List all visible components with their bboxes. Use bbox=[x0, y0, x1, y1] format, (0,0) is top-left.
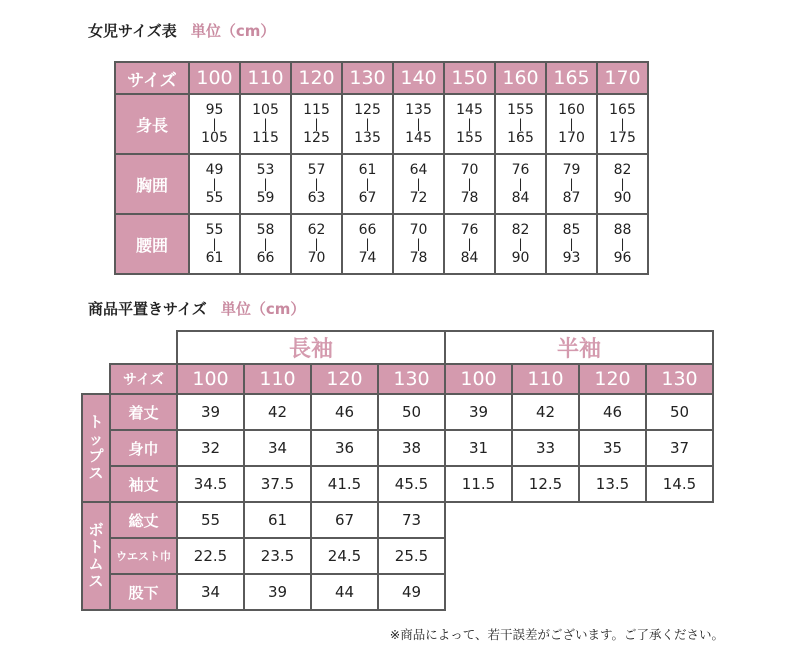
value-cell: 32 bbox=[177, 430, 244, 466]
range-to: 135 bbox=[354, 130, 381, 146]
range-separator: | bbox=[569, 177, 574, 191]
table-row bbox=[115, 94, 648, 154]
range-separator: | bbox=[314, 117, 319, 131]
range-to: 155 bbox=[456, 130, 483, 146]
range-separator: | bbox=[416, 237, 421, 251]
size-header-110: 110 bbox=[512, 364, 579, 394]
size-header-row bbox=[82, 364, 713, 394]
size-header-170: 170 bbox=[597, 62, 648, 94]
size-header-120: 120 bbox=[311, 364, 378, 394]
value-cell: 37 bbox=[646, 430, 713, 466]
range-from: 165 bbox=[609, 102, 636, 118]
range-cell bbox=[495, 214, 546, 274]
value-cell: 44 bbox=[311, 574, 378, 610]
range-separator: | bbox=[467, 237, 472, 251]
range-to: 87 bbox=[562, 190, 581, 206]
bottoms-label-char: ム bbox=[88, 555, 104, 573]
range-from: 57 bbox=[307, 162, 326, 178]
range-from: 62 bbox=[307, 222, 326, 238]
row-label: ウエスト巾 bbox=[110, 538, 177, 574]
range-to: 96 bbox=[613, 250, 632, 266]
range-cell bbox=[444, 94, 495, 154]
row-label: 身長 bbox=[115, 94, 189, 154]
size-header-140: 140 bbox=[393, 62, 444, 94]
range-to: 105 bbox=[201, 130, 228, 146]
row-label: 腰囲 bbox=[115, 214, 189, 274]
size-header-label: サイズ bbox=[110, 364, 177, 394]
empty-area bbox=[445, 538, 713, 574]
value-cell: 34 bbox=[177, 574, 244, 610]
bottoms-label-char: ス bbox=[88, 572, 104, 590]
range-separator: | bbox=[263, 177, 268, 191]
range-cell bbox=[189, 154, 240, 214]
table-row bbox=[115, 154, 648, 214]
value-cell: 34.5 bbox=[177, 466, 244, 502]
range-to: 175 bbox=[609, 130, 636, 146]
blank-corner bbox=[82, 331, 177, 364]
value-cell: 39 bbox=[244, 574, 311, 610]
range-cell bbox=[393, 214, 444, 274]
range-from: 70 bbox=[460, 162, 479, 178]
range-from: 82 bbox=[613, 162, 632, 178]
range-cell bbox=[495, 154, 546, 214]
range-separator: | bbox=[212, 117, 217, 131]
bottoms-label-char: ボ bbox=[88, 521, 104, 539]
size-header-100: 100 bbox=[189, 62, 240, 94]
range-from: 55 bbox=[205, 222, 224, 238]
value-cell: 37.5 bbox=[244, 466, 311, 502]
range-cell bbox=[597, 214, 648, 274]
group-long-sleeve: 長袖 bbox=[177, 331, 445, 364]
range-separator: | bbox=[212, 237, 217, 251]
range-separator: | bbox=[620, 177, 625, 191]
table-row bbox=[82, 502, 713, 538]
size-header-label: サイズ bbox=[115, 62, 189, 94]
range-cell bbox=[546, 214, 597, 274]
value-cell: 50 bbox=[646, 394, 713, 430]
range-separator: | bbox=[263, 117, 268, 131]
range-separator: | bbox=[518, 117, 523, 131]
flat-size-title bbox=[88, 298, 305, 319]
range-to: 78 bbox=[460, 190, 479, 206]
girls-size-table bbox=[114, 61, 649, 275]
range-separator: | bbox=[365, 237, 370, 251]
range-cell bbox=[597, 94, 648, 154]
bottoms-label-char: ト bbox=[88, 538, 104, 556]
range-cell bbox=[495, 94, 546, 154]
value-cell: 24.5 bbox=[311, 538, 378, 574]
range-to: 93 bbox=[562, 250, 581, 266]
value-cell: 38 bbox=[378, 430, 445, 466]
group-row bbox=[82, 331, 713, 364]
value-cell: 33 bbox=[512, 430, 579, 466]
range-cell bbox=[444, 154, 495, 214]
range-cell bbox=[342, 154, 393, 214]
empty-area bbox=[445, 502, 713, 538]
range-cell bbox=[240, 94, 291, 154]
size-header-165: 165 bbox=[546, 62, 597, 94]
range-to: 84 bbox=[511, 190, 530, 206]
range-separator: | bbox=[416, 177, 421, 191]
range-to: 66 bbox=[256, 250, 275, 266]
table-row bbox=[115, 214, 648, 274]
range-cell bbox=[189, 94, 240, 154]
tops-side-label bbox=[82, 394, 110, 502]
range-separator: | bbox=[263, 237, 268, 251]
value-cell: 25.5 bbox=[378, 538, 445, 574]
range-from: 85 bbox=[562, 222, 581, 238]
range-cell bbox=[342, 94, 393, 154]
value-cell: 50 bbox=[378, 394, 445, 430]
range-to: 67 bbox=[358, 190, 377, 206]
range-to: 165 bbox=[507, 130, 534, 146]
range-to: 115 bbox=[252, 130, 279, 146]
range-from: 64 bbox=[409, 162, 428, 178]
value-cell: 46 bbox=[311, 394, 378, 430]
range-to: 125 bbox=[303, 130, 330, 146]
range-to: 61 bbox=[205, 250, 224, 266]
range-from: 125 bbox=[354, 102, 381, 118]
value-cell: 22.5 bbox=[177, 538, 244, 574]
range-from: 66 bbox=[358, 222, 377, 238]
size-header-120: 120 bbox=[291, 62, 342, 94]
range-from: 70 bbox=[409, 222, 428, 238]
range-from: 135 bbox=[405, 102, 432, 118]
size-header-100: 100 bbox=[445, 364, 512, 394]
value-cell: 42 bbox=[244, 394, 311, 430]
value-cell: 14.5 bbox=[646, 466, 713, 502]
range-from: 155 bbox=[507, 102, 534, 118]
range-from: 95 bbox=[205, 102, 224, 118]
size-header-130: 130 bbox=[342, 62, 393, 94]
size-header-130: 130 bbox=[378, 364, 445, 394]
table-row bbox=[82, 430, 713, 466]
disclaimer-note: ※商品によって、若干誤差がございます。ご了承ください。 bbox=[389, 627, 724, 642]
value-cell: 12.5 bbox=[512, 466, 579, 502]
range-separator: | bbox=[620, 237, 625, 251]
range-separator: | bbox=[365, 117, 370, 131]
row-label: 胸囲 bbox=[115, 154, 189, 214]
range-cell bbox=[291, 214, 342, 274]
range-from: 88 bbox=[613, 222, 632, 238]
range-to: 90 bbox=[613, 190, 632, 206]
flat-size-title-text: 商品平置きサイズ bbox=[88, 300, 207, 318]
range-from: 49 bbox=[205, 162, 224, 178]
value-cell: 46 bbox=[579, 394, 646, 430]
flat-size-table bbox=[81, 330, 714, 611]
range-cell bbox=[240, 154, 291, 214]
range-to: 59 bbox=[256, 190, 275, 206]
range-separator: | bbox=[314, 177, 319, 191]
range-from: 82 bbox=[511, 222, 530, 238]
range-from: 58 bbox=[256, 222, 275, 238]
header-row bbox=[115, 62, 648, 94]
value-cell: 39 bbox=[445, 394, 512, 430]
bottoms-side-label bbox=[82, 502, 110, 610]
range-separator: | bbox=[365, 177, 370, 191]
value-cell: 73 bbox=[378, 502, 445, 538]
size-header-120: 120 bbox=[579, 364, 646, 394]
value-cell: 41.5 bbox=[311, 466, 378, 502]
range-to: 170 bbox=[558, 130, 585, 146]
range-from: 105 bbox=[252, 102, 279, 118]
tops-label-char: プ bbox=[88, 447, 104, 465]
range-separator: | bbox=[314, 237, 319, 251]
value-cell: 31 bbox=[445, 430, 512, 466]
flat-size-unit: 単位（cm） bbox=[220, 300, 306, 318]
range-cell bbox=[291, 94, 342, 154]
range-from: 53 bbox=[256, 162, 275, 178]
range-from: 79 bbox=[562, 162, 581, 178]
size-header-100: 100 bbox=[177, 364, 244, 394]
table-row bbox=[82, 574, 713, 610]
tops-label-char: ッ bbox=[88, 430, 104, 448]
range-cell bbox=[240, 214, 291, 274]
value-cell: 23.5 bbox=[244, 538, 311, 574]
range-from: 160 bbox=[558, 102, 585, 118]
range-from: 76 bbox=[511, 162, 530, 178]
row-label: 着丈 bbox=[110, 394, 177, 430]
range-cell bbox=[189, 214, 240, 274]
value-cell: 13.5 bbox=[579, 466, 646, 502]
row-label: 総丈 bbox=[110, 502, 177, 538]
range-from: 61 bbox=[358, 162, 377, 178]
row-label: 身巾 bbox=[110, 430, 177, 466]
range-cell bbox=[393, 94, 444, 154]
value-cell: 34 bbox=[244, 430, 311, 466]
range-separator: | bbox=[569, 117, 574, 131]
empty-area bbox=[445, 574, 713, 610]
value-cell: 35 bbox=[579, 430, 646, 466]
range-separator: | bbox=[467, 177, 472, 191]
range-cell bbox=[342, 214, 393, 274]
range-to: 63 bbox=[307, 190, 326, 206]
range-separator: | bbox=[620, 117, 625, 131]
tops-label-char: ト bbox=[88, 413, 104, 431]
range-cell bbox=[291, 154, 342, 214]
range-from: 76 bbox=[460, 222, 479, 238]
table-row bbox=[82, 466, 713, 502]
size-header-130: 130 bbox=[646, 364, 713, 394]
value-cell: 61 bbox=[244, 502, 311, 538]
range-from: 145 bbox=[456, 102, 483, 118]
blank-side bbox=[82, 364, 110, 394]
table-row bbox=[82, 394, 713, 430]
row-label: 股下 bbox=[110, 574, 177, 610]
range-cell bbox=[546, 154, 597, 214]
range-cell bbox=[546, 94, 597, 154]
value-cell: 49 bbox=[378, 574, 445, 610]
value-cell: 42 bbox=[512, 394, 579, 430]
row-label: 袖丈 bbox=[110, 466, 177, 502]
value-cell: 11.5 bbox=[445, 466, 512, 502]
size-chart-title bbox=[88, 20, 275, 41]
value-cell: 67 bbox=[311, 502, 378, 538]
range-cell bbox=[444, 214, 495, 274]
size-header-160: 160 bbox=[495, 62, 546, 94]
range-to: 74 bbox=[358, 250, 377, 266]
range-separator: | bbox=[518, 237, 523, 251]
range-from: 115 bbox=[303, 102, 330, 118]
range-cell bbox=[597, 154, 648, 214]
size-header-110: 110 bbox=[244, 364, 311, 394]
range-to: 145 bbox=[405, 130, 432, 146]
range-cell bbox=[393, 154, 444, 214]
table-row bbox=[82, 538, 713, 574]
range-to: 70 bbox=[307, 250, 326, 266]
size-header-150: 150 bbox=[444, 62, 495, 94]
tops-label-char: ス bbox=[88, 464, 104, 482]
range-to: 84 bbox=[460, 250, 479, 266]
range-to: 72 bbox=[409, 190, 428, 206]
range-to: 78 bbox=[409, 250, 428, 266]
range-to: 55 bbox=[205, 190, 224, 206]
group-short-sleeve: 半袖 bbox=[445, 331, 713, 364]
range-to: 90 bbox=[511, 250, 530, 266]
size-chart-title-text: 女児サイズ表 bbox=[88, 22, 177, 40]
value-cell: 45.5 bbox=[378, 466, 445, 502]
range-separator: | bbox=[212, 177, 217, 191]
range-separator: | bbox=[467, 117, 472, 131]
value-cell: 36 bbox=[311, 430, 378, 466]
value-cell: 39 bbox=[177, 394, 244, 430]
value-cell: 55 bbox=[177, 502, 244, 538]
size-chart-unit: 単位（cm） bbox=[190, 22, 276, 40]
range-separator: | bbox=[518, 177, 523, 191]
range-separator: | bbox=[416, 117, 421, 131]
range-separator: | bbox=[569, 237, 574, 251]
size-header-110: 110 bbox=[240, 62, 291, 94]
